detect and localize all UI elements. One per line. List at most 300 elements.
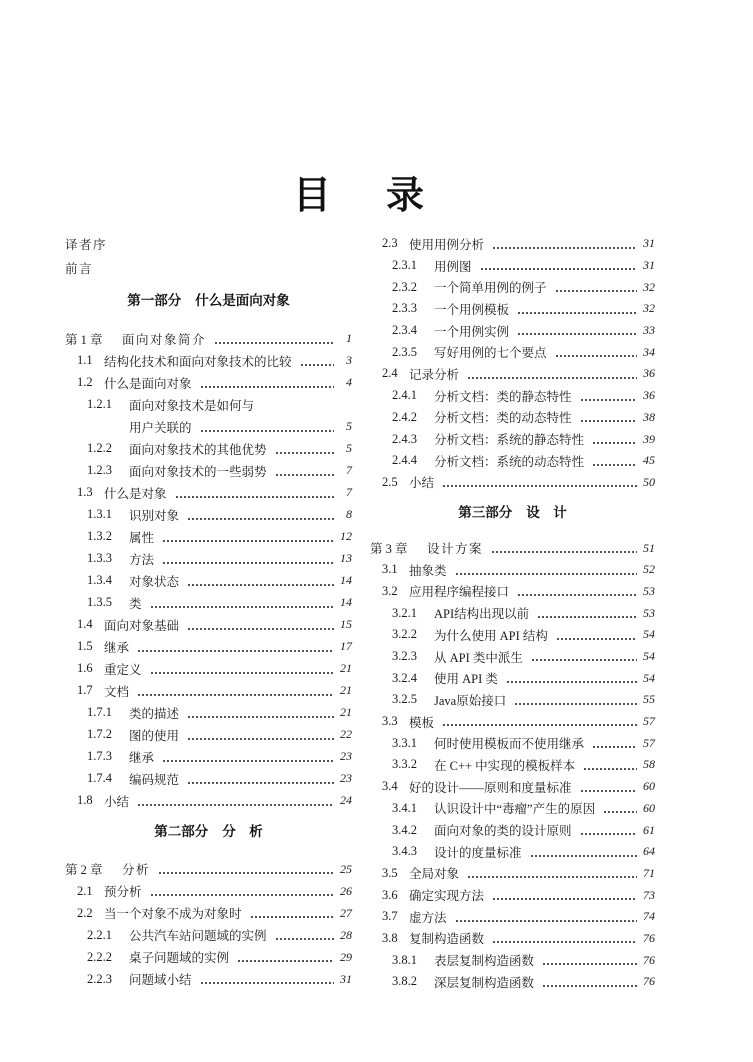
- dot-leader: [517, 593, 637, 597]
- dot-leader: [580, 419, 637, 423]
- page-number: 76: [643, 930, 655, 945]
- entry-line: [65, 968, 352, 990]
- dot-leader: [592, 745, 637, 749]
- dot-leader: [187, 517, 334, 521]
- page-number: 29: [340, 949, 352, 964]
- entry-title: 方法: [129, 552, 155, 567]
- entry-number: 2.4.2: [392, 409, 417, 424]
- entry-line: [65, 680, 352, 702]
- entry-title: 文档: [104, 684, 130, 699]
- entry-line: [370, 841, 655, 863]
- page-number: 36: [643, 366, 655, 381]
- dot-leader: [187, 737, 334, 741]
- toc-subsection-entry: [65, 724, 352, 746]
- page-number: 15: [340, 617, 352, 631]
- toc-subsection-entry: [370, 819, 655, 841]
- entry-title: 图的使用: [129, 728, 180, 743]
- toc-subsection-entry: [370, 689, 655, 711]
- entry-title: 用例图: [434, 259, 472, 274]
- part-heading: [65, 812, 352, 859]
- entry-number: 3.8.2: [392, 974, 417, 989]
- entry-line: [65, 746, 352, 768]
- entry-line: [65, 504, 352, 526]
- entry-title: 属性: [129, 530, 155, 545]
- toc-section-entry: [65, 880, 352, 902]
- toc-subsection-entry: [65, 968, 352, 990]
- toc-section-entry: [370, 884, 655, 906]
- page-number: 31: [340, 971, 352, 986]
- page-number: 7: [346, 463, 352, 477]
- page-number: 1: [346, 331, 352, 345]
- entry-number: 3.3.2: [392, 757, 417, 772]
- entry-number: 2.3.2: [392, 279, 417, 294]
- entry-line: [370, 602, 655, 624]
- toc-section-entry: [65, 658, 352, 680]
- entry-number: 3.6: [382, 887, 398, 902]
- entry-number: 3.3.1: [392, 735, 417, 750]
- page-number: 22: [340, 727, 352, 741]
- toc-subsection-entry: [370, 450, 655, 472]
- toc-subsection-entry: [65, 768, 352, 790]
- toc-section-entry: [65, 636, 352, 658]
- dot-leader: [542, 984, 637, 988]
- toc-subsection-entry: [65, 438, 352, 460]
- dot-leader: [492, 940, 637, 944]
- entry-line: [370, 472, 655, 494]
- entry-title: 结构化技术和面向对象技术的比较: [104, 354, 292, 369]
- toc-left-column: [65, 233, 352, 990]
- entry-line: [370, 711, 655, 733]
- entry-line: [65, 438, 352, 460]
- entry-line: [65, 636, 352, 658]
- dot-leader: [537, 615, 637, 619]
- entry-title: 好的设计——原则和度量标准: [409, 780, 572, 795]
- entry-number: 第 1 章: [65, 332, 103, 347]
- entry-number: 2.3.5: [392, 344, 417, 359]
- page-number: 17: [340, 639, 352, 653]
- dot-leader: [150, 605, 334, 609]
- part-name: 什么是面向对象: [195, 293, 290, 309]
- entry-line: [370, 624, 655, 646]
- page-number: 50: [643, 474, 655, 489]
- toc-subsection-entry: [370, 624, 655, 646]
- toc-section-entry: [65, 482, 352, 504]
- dot-leader: [517, 332, 637, 336]
- toc-subsection-entry: [370, 602, 655, 624]
- entry-title: 一个简单用例的例子: [434, 281, 547, 296]
- entry-number: 3.8.1: [392, 952, 417, 967]
- toc-subsection-entry: [65, 702, 352, 724]
- toc-section-entry: [65, 614, 352, 636]
- entry-title: 一个用例模板: [434, 302, 510, 317]
- dot-leader: [506, 680, 637, 684]
- dot-leader: [200, 385, 334, 389]
- toc-subsection-entry: [65, 394, 352, 438]
- entry-line: [370, 884, 655, 906]
- entry-number: 1.3.3: [87, 551, 112, 565]
- entry-title: 模板: [409, 715, 435, 730]
- toc-subsection-entry: [370, 798, 655, 820]
- entry-line: [370, 971, 655, 993]
- entry-title: 小结: [409, 476, 435, 491]
- entry-title: 面向对象的类的设计原则: [434, 824, 572, 839]
- page-number: 54: [643, 627, 655, 642]
- entry-line: [65, 768, 352, 790]
- entry-title: 面向对象简介: [122, 332, 207, 347]
- page-number: 31: [643, 236, 655, 251]
- dot-leader: [275, 937, 334, 941]
- page-number: 32: [643, 301, 655, 316]
- entry-number: 2.3.4: [392, 323, 417, 338]
- toc-section-entry: [370, 906, 655, 928]
- page-number: 71: [643, 865, 655, 880]
- entry-title: 表层复制构造函数: [434, 954, 535, 969]
- toc-chapter-entry: [65, 858, 352, 880]
- entry-title: 分析文档：类的静态特性: [434, 389, 572, 404]
- dot-leader: [517, 311, 637, 315]
- entry-line: [65, 372, 352, 394]
- page-number: 13: [340, 551, 352, 565]
- entry-title: 使用 API 类: [434, 672, 498, 687]
- toc-section-entry: [370, 472, 655, 494]
- entry-line-continued: [65, 416, 352, 438]
- toc-subsection-entry: [370, 971, 655, 993]
- entry-number: 1.8: [77, 793, 93, 807]
- toc-section-entry: [370, 581, 655, 603]
- entry-line: [370, 233, 655, 255]
- entry-title: 面向对象技术是如何与: [129, 398, 255, 413]
- toc-subsection-entry: [370, 385, 655, 407]
- part-label: 第二部分: [154, 823, 209, 840]
- entry-number: 2.1: [77, 883, 93, 898]
- entry-number: 1.3: [77, 485, 93, 499]
- dot-leader: [300, 363, 334, 367]
- dot-leader: [150, 671, 334, 675]
- toc-section-entry: [65, 790, 352, 812]
- dot-leader: [455, 572, 637, 576]
- page-number: 21: [340, 705, 352, 719]
- entry-title: 对象状态: [129, 574, 180, 589]
- toc-subsection-entry: [370, 407, 655, 429]
- page-number: 32: [643, 279, 655, 294]
- entry-number: 3.2: [382, 583, 398, 598]
- entry-number: 2.5: [382, 474, 398, 489]
- dot-leader: [592, 441, 637, 445]
- entry-title: API结构出现以前: [434, 607, 530, 622]
- toc-subsection-entry: [65, 548, 352, 570]
- dot-leader: [137, 693, 334, 697]
- page-number: 21: [340, 683, 352, 697]
- page-number: 58: [643, 757, 655, 772]
- entry-line: [370, 537, 655, 559]
- entry-number: 1.2.3: [87, 463, 112, 477]
- entry-number: 1.7.3: [87, 749, 112, 763]
- entry-line: [65, 858, 352, 880]
- entry-number: 1.2.2: [87, 441, 112, 455]
- entry-number: 3.4.2: [392, 822, 417, 837]
- part-heading: [370, 493, 655, 537]
- entry-title: 类的描述: [129, 706, 180, 721]
- entry-title: 复制构造函数: [409, 932, 485, 947]
- entry-number: 2.3.3: [392, 301, 417, 316]
- page-number: 5: [346, 419, 352, 433]
- entry-number: 1.4: [77, 617, 93, 631]
- entry-line: [65, 482, 352, 504]
- page-number: 8: [346, 507, 352, 521]
- dot-leader: [187, 583, 334, 587]
- entry-title: 什么是面向对象: [104, 376, 192, 391]
- entry-number: 1.7.2: [87, 727, 112, 741]
- entry-number: 1.7.4: [87, 771, 112, 785]
- dot-leader: [250, 915, 334, 919]
- entry-number: 3.2.2: [392, 627, 417, 642]
- front-matter-entry: 前言: [65, 262, 94, 276]
- dot-leader: [555, 354, 637, 358]
- dot-leader: [580, 398, 637, 402]
- toc-chapter-entry: [370, 537, 655, 559]
- page-number: 53: [643, 583, 655, 598]
- toc-section-entry: [370, 559, 655, 581]
- entry-number: 3.8: [382, 930, 398, 945]
- toc-section-entry: [65, 372, 352, 394]
- entry-number: 2.2.2: [87, 949, 112, 964]
- entry-line: [65, 790, 352, 812]
- entry-number: 3.2.3: [392, 649, 417, 664]
- entry-number: 2.2: [77, 905, 93, 920]
- entry-number: 3.2.4: [392, 670, 417, 685]
- dot-leader: [580, 789, 637, 793]
- dot-leader: [480, 267, 637, 271]
- entry-line: [370, 298, 655, 320]
- entry-line: [370, 949, 655, 971]
- entry-number: 3.2.1: [392, 605, 417, 620]
- page-number: 7: [346, 485, 352, 499]
- entry-line: [370, 255, 655, 277]
- page-number: 34: [643, 344, 655, 359]
- toc-section-entry: [65, 680, 352, 702]
- dot-leader: [162, 759, 334, 763]
- toc-section-entry: [370, 776, 655, 798]
- entry-number: 1.3.5: [87, 595, 112, 609]
- entry-title: 虚方法: [409, 910, 447, 925]
- entry-line: [65, 880, 352, 902]
- page-number: 74: [643, 909, 655, 924]
- entry-title: 预分析: [104, 885, 142, 899]
- entry-title: 面向对象技术的一些弱势: [129, 464, 267, 479]
- entry-number: 1.7.1: [87, 705, 112, 719]
- toc-subsection-entry: [370, 255, 655, 277]
- entry-line: [65, 328, 352, 350]
- page-number: 53: [643, 605, 655, 620]
- toc-section-entry: [65, 350, 352, 372]
- entry-line: [370, 341, 655, 363]
- toc-subsection-entry: [65, 746, 352, 768]
- toc-subsection-entry: [65, 570, 352, 592]
- dot-leader: [542, 962, 637, 966]
- entry-title: 从 API 类中派生: [434, 650, 523, 665]
- dot-leader: [137, 649, 334, 653]
- entry-line: [370, 689, 655, 711]
- page-number: 76: [643, 974, 655, 989]
- dot-leader: [583, 767, 637, 771]
- part-label: 第一部分: [127, 293, 182, 309]
- entry-number: 3.1: [382, 562, 398, 577]
- entry-title: 分析: [122, 863, 151, 877]
- entry-title: 面向对象技术的其他优势: [129, 442, 267, 457]
- entry-line: [65, 526, 352, 548]
- page-number: 14: [340, 595, 352, 609]
- entry-line: [370, 428, 655, 450]
- entry-line: [65, 702, 352, 724]
- dot-leader: [492, 897, 637, 901]
- toc-section-entry: [370, 363, 655, 385]
- entry-title: 重定义: [104, 662, 142, 677]
- entry-line: [370, 320, 655, 342]
- entry-title: 继承: [129, 750, 155, 765]
- entry-line: [370, 276, 655, 298]
- entry-title: 类: [129, 596, 142, 611]
- entry-number: 第 3 章: [370, 542, 408, 557]
- entry-number: 2.4: [382, 366, 398, 381]
- toc-subsection-entry: [65, 924, 352, 946]
- toc-subsection-entry: [370, 754, 655, 776]
- entry-line: [370, 363, 655, 385]
- entry-number: 1.3.4: [87, 573, 112, 587]
- toc-section-entry: [370, 711, 655, 733]
- dot-leader: [275, 473, 334, 477]
- toc-section-entry: [370, 928, 655, 950]
- front-matter-entry: 译者序: [65, 238, 108, 252]
- toc-subsection-entry: [65, 504, 352, 526]
- entry-title: 一个用例实例: [434, 324, 510, 339]
- toc-title: 目录: [293, 173, 480, 217]
- entry-number: 3.3: [382, 714, 398, 729]
- entry-number: 2.4.3: [392, 431, 417, 446]
- dot-leader: [530, 854, 637, 858]
- page-number: 52: [643, 562, 655, 577]
- entry-line: [370, 754, 655, 776]
- entry-line: [65, 902, 352, 924]
- dot-leader: [442, 723, 637, 727]
- toc-subsection-entry: [370, 298, 655, 320]
- entry-number: 3.4.3: [392, 844, 417, 859]
- entry-title: 编码规范: [129, 772, 180, 787]
- entry-line: [370, 732, 655, 754]
- entry-line: [65, 592, 352, 614]
- entry-title: 小结: [104, 794, 130, 809]
- entry-number: 3.2.5: [392, 692, 417, 707]
- entry-number: 2.4.4: [392, 453, 417, 468]
- toc-section-entry: [370, 863, 655, 885]
- toc-subsection-entry: [370, 341, 655, 363]
- page-number: 23: [340, 749, 352, 763]
- page-number: 45: [643, 453, 655, 468]
- entry-title: 应用程序编程接口: [409, 585, 510, 600]
- entry-line: [370, 581, 655, 603]
- dot-leader: [162, 539, 334, 543]
- dot-leader: [158, 871, 334, 875]
- entry-title: 认识设计中“毒瘤”产生的原因: [434, 802, 596, 817]
- toc-subsection-entry: [65, 460, 352, 482]
- toc-right-column: [370, 233, 655, 993]
- page-number: 23: [340, 771, 352, 785]
- toc-subsection-entry: [65, 946, 352, 968]
- dot-leader: [492, 246, 637, 250]
- toc-subsection-entry: [370, 646, 655, 668]
- toc-section-entry: [65, 902, 352, 924]
- entry-line: [370, 819, 655, 841]
- entry-number: 1.6: [77, 661, 93, 675]
- toc-subsection-entry: [370, 276, 655, 298]
- page-number: 38: [643, 409, 655, 424]
- dot-leader: [187, 715, 334, 719]
- entry-line: [65, 570, 352, 592]
- entry-title: 桌子问题域的实例: [129, 951, 230, 965]
- toc-subsection-entry: [370, 732, 655, 754]
- dot-leader: [514, 702, 637, 706]
- entry-line: [65, 350, 352, 372]
- entry-line: [370, 385, 655, 407]
- dot-leader: [175, 495, 334, 499]
- dot-leader: [531, 658, 637, 662]
- page-number: 3: [346, 353, 352, 367]
- entry-title: Java原始接口: [434, 693, 507, 708]
- entry-number: 1.2.1: [87, 397, 112, 411]
- entry-title: 在 C++ 中实现的模板样本: [434, 758, 576, 773]
- entry-number: 2.2.3: [87, 971, 112, 986]
- entry-number: 2.3.1: [392, 258, 417, 273]
- dot-leader: [162, 561, 334, 565]
- entry-number: 1.5: [77, 639, 93, 653]
- entry-title: 全局对象: [409, 867, 460, 882]
- entry-title: 何时使用模板而不使用继承: [434, 737, 585, 752]
- dot-leader: [187, 781, 334, 785]
- entry-line: [370, 667, 655, 689]
- entry-title: 继承: [104, 640, 130, 655]
- toc-section-entry: [370, 233, 655, 255]
- toc-subsection-entry: [370, 428, 655, 450]
- page-number: 55: [643, 692, 655, 707]
- entry-number: 3.5: [382, 865, 398, 880]
- entry-line: [370, 407, 655, 429]
- entry-title: 分析文档：系统的动态特性: [434, 454, 585, 469]
- dot-leader: [237, 959, 334, 963]
- entry-line: [65, 614, 352, 636]
- part-name: 分 析: [222, 823, 263, 840]
- entry-line: [65, 548, 352, 570]
- entry-line: [370, 906, 655, 928]
- entry-number: 3.7: [382, 909, 398, 924]
- page-number: 31: [643, 258, 655, 273]
- entry-line: [370, 863, 655, 885]
- toc-subsection-entry: [370, 320, 655, 342]
- dot-leader: [556, 637, 637, 641]
- dot-leader: [137, 803, 334, 807]
- entry-line: [65, 924, 352, 946]
- page-number: 21: [340, 661, 352, 675]
- entry-number: 2.2.1: [87, 927, 112, 942]
- entry-title-continued: 用户关联的: [129, 420, 192, 435]
- dot-leader: [455, 919, 637, 923]
- entry-number: 第 2 章: [65, 863, 103, 877]
- page-number: 33: [643, 323, 655, 338]
- entry-title: 问题域小结: [129, 973, 192, 987]
- dot-leader: [467, 875, 637, 879]
- entry-number: 1.1: [77, 353, 93, 367]
- entry-number: 3.4.1: [392, 800, 417, 815]
- dot-leader: [200, 981, 334, 985]
- page-number: 25: [340, 861, 352, 876]
